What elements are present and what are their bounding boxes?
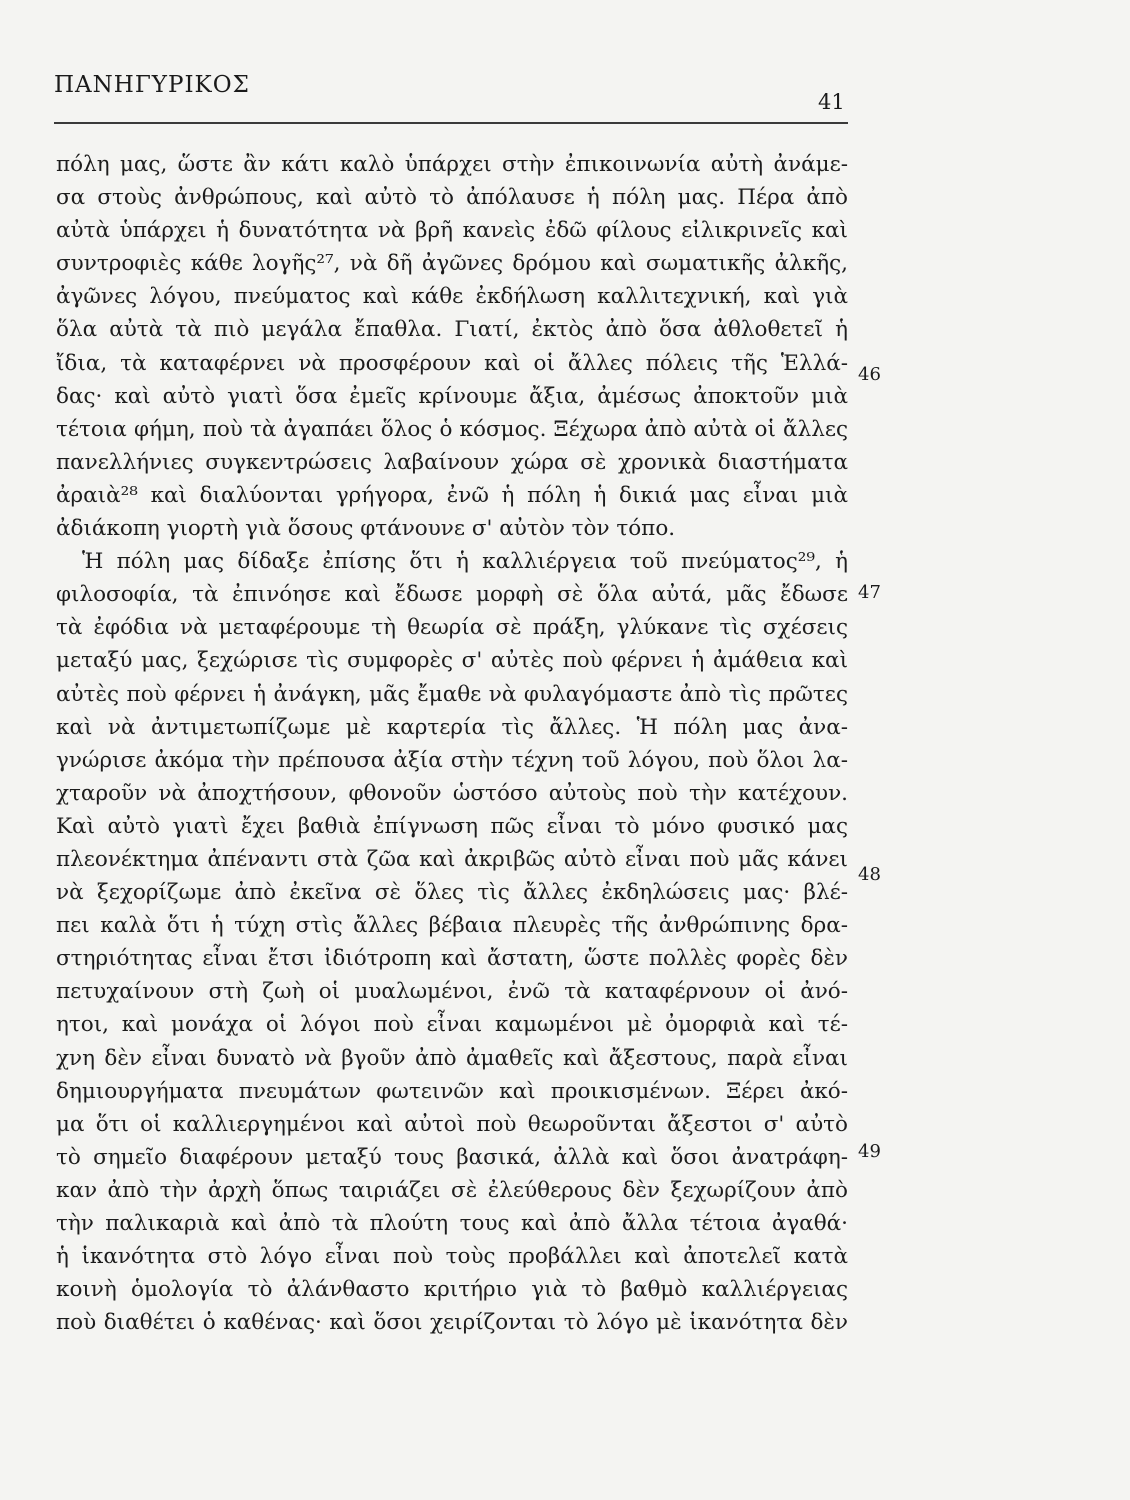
text-line: ἴδια, τὰ καταφέρνει νὰ προσφέρουν καὶ οἱ ἄλλες πόλεις τῆς Ἑλλά- <box>56 350 848 376</box>
body-text <box>56 148 856 1339</box>
text-line: καν ἀπὸ τὴν ἀρχὴ ὅπως ταιριάζει σὲ ἐλεύθερους δὲν ξεχωρίζουν ἀπὸ <box>56 1177 848 1203</box>
text-line: πανελλήνιες συγκεντρώσεις λαβαίνουν χώρα σὲ χρονικὰ διαστήματα <box>56 449 848 475</box>
text-line: χταροῦν νὰ ἀποχτήσουν, φθονοῦν ὡστόσο αὐτοὺς ποὺ τὴν κατέχουν. <box>56 780 848 806</box>
text-line: τὰ ἐφόδια νὰ μεταφέρουμε τὴ θεωρία σὲ πράξη, γλύκανε τὶς σχέσεις <box>56 615 848 641</box>
text-line: Ἡ πόλη μας δίδαξε ἐπίσης ὅτι ἡ καλλιέργεια τοῦ πνεύματος²⁹, ἡ <box>82 549 848 575</box>
text-line: φιλοσοφία, τὰ ἐπινόησε καὶ ἔδωσε μορφὴ σὲ ὅλα αὐτά, μᾶς ἔδωσε <box>56 582 848 608</box>
text-line: μεταξύ μας, ξεχώρισε τὶς συμφορὲς σ' αὐτὲς ποὺ φέρνει ἡ ἀμάθεια καὶ <box>56 648 848 674</box>
header-rule <box>54 122 848 124</box>
text-line: ητοι, καὶ μονάχα οἱ λόγοι ποὺ εἶναι καμωμένοι μὲ ὀμορφιὰ καὶ τέ- <box>56 1012 848 1038</box>
text-line: πετυχαίνουν στὴ ζωὴ οἱ μυαλωμένοι, ἐνῶ τὰ καταφέρνουν οἱ ἀνό- <box>56 979 848 1005</box>
text-line: ἀδιάκοπη γιορτὴ γιὰ ὅσους φτάνουνε σ' αὐτὸν τὸν τόπο. <box>56 516 676 542</box>
text-line: ὅλα αὐτὰ τὰ πιὸ μεγάλα ἔπαθλα. Γιατί, ἐκτὸς ἀπὸ ὅσα ἀθλοθετεῖ ἡ <box>56 317 848 343</box>
text-line: πει καλὰ ὅτι ἡ τύχη στὶς ἄλλες βέβαια πλευρὲς τῆς ἀνθρώπινης δρα- <box>56 913 848 939</box>
text-line: ἀγῶνες λόγου, πνεύματος καὶ κάθε ἐκδήλωση καλλιτεχνική, καὶ γιὰ <box>56 284 848 310</box>
text-line: νὰ ξεχορίζωμε ἀπὸ ἐκεῖνα σὲ ὅλες τὶς ἄλλες ἐκδηλώσεις μας· βλέ- <box>56 880 848 906</box>
page-number: 41 <box>818 90 845 114</box>
text-line: γνώρισε ἀκόμα τὴν πρέπουσα ἀξία στὴν τέχνη τοῦ λόγου, ποὺ ὅλοι λα- <box>56 747 848 773</box>
running-title: ΠΑΝΗΓΥΡΙΚΟΣ <box>54 72 250 98</box>
text-line: αὐτὰ ὑπάρχει ἡ δυνατότητα νὰ βρῆ κανεὶς ἐδῶ φίλους εἰλικρινεῖς καὶ <box>56 218 848 244</box>
text-line: μα ὅτι οἱ καλλιεργημένοι καὶ αὐτοὶ ποὺ θεωροῦνται ἄξεστοι σ' αὐτὸ <box>56 1111 848 1137</box>
text-line: κοινὴ ὁμολογία τὸ ἀλάνθαστο κριτήριο γιὰ τὸ βαθμὸ καλλιέργειας <box>56 1277 848 1303</box>
text-line: ἀραιὰ²⁸ καὶ διαλύονται γρήγορα, ἐνῶ ἡ πόλη ἡ δικιά μας εἶναι μιὰ <box>56 482 848 508</box>
text-line: ποὺ διαθέτει ὁ καθένας· καὶ ὅσοι χειρίζονται τὸ λόγο μὲ ἱκανότητα δὲν <box>56 1310 848 1336</box>
margin-section-number: 46 <box>858 364 881 385</box>
text-line: συντροφιὲς κάθε λογῆς²⁷, νὰ δῆ ἀγῶνες δρόμου καὶ σωματικῆς ἀλκῆς, <box>56 251 848 277</box>
text-line: δημιουργήματα πνευμάτων φωτεινῶν καὶ προικισμένων. Ξέρει ἀκό- <box>56 1078 848 1104</box>
text-line: πόλη μας, ὥστε ἂν κάτι καλὸ ὑπάρχει στὴν ἐπικοινωνία αὐτὴ ἀνάμε- <box>56 152 848 177</box>
text-line: τὴν παλικαριὰ καὶ ἀπὸ τὰ πλούτη τους καὶ ἀπὸ ἄλλα τέτοια ἀγαθά· <box>56 1211 848 1236</box>
text-line: ἡ ἱκανότητα στὸ λόγο εἶναι ποὺ τοὺς προβάλλει καὶ ἀποτελεῖ κατὰ <box>56 1244 848 1270</box>
text-line: καὶ νὰ ἀντιμετωπίζωμε μὲ καρτερία τὶς ἄλλες. Ἡ πόλη μας ἀνα- <box>56 714 848 740</box>
text-line: πλεονέκτημα ἀπέναντι στὰ ζῶα καὶ ἀκριβῶς αὐτὸ εἶναι ποὺ μᾶς κάνει <box>56 846 848 872</box>
text-line: χνη δὲν εἶναι δυνατὸ νὰ βγοῦν ἀπὸ ἀμαθεῖς καὶ ἄξεστους, παρὰ εἶναι <box>56 1045 848 1071</box>
text-line: σα στοὺς ἀνθρώπους, καὶ αὐτὸ τὸ ἀπόλαυσε ἡ πόλη μας. Πέρα ἀπὸ <box>56 185 848 211</box>
margin-section-number: 47 <box>858 582 881 603</box>
text-line: δας· καὶ αὐτὸ γιατὶ ὅσα ἐμεῖς κρίνουμε ἄξια, ἀμέσως ἀποκτοῦν μιὰ <box>56 383 848 409</box>
text-line: τὸ σημεῖο διαφέρουν μεταξύ τους βασικά, ἀλλὰ καὶ ὅσοι ἀνατράφη- <box>56 1144 848 1170</box>
text-line: τέτοια φήμη, ποὺ τὰ ἀγαπάει ὅλος ὁ κόσμος. Ξέχωρα ἀπὸ αὐτὰ οἱ ἄλλες <box>56 416 848 442</box>
text-line: αὐτὲς ποὺ φέρνει ἡ ἀνάγκη, μᾶς ἔμαθε νὰ φυλαγόμαστε ἀπὸ τὶς πρῶτες <box>56 681 848 707</box>
margin-section-number: 49 <box>858 1141 881 1162</box>
text-line: Καὶ αὐτὸ γιατὶ ἔχει βαθιὰ ἐπίγνωση πῶς εἶναι τὸ μόνο φυσικό μας <box>56 813 848 839</box>
text-line: στηριότητας εἶναι ἔτσι ἰδιότροπη καὶ ἄστατη, ὥστε πολλὲς φορὲς δὲν <box>56 946 848 972</box>
margin-section-number: 48 <box>858 864 881 885</box>
